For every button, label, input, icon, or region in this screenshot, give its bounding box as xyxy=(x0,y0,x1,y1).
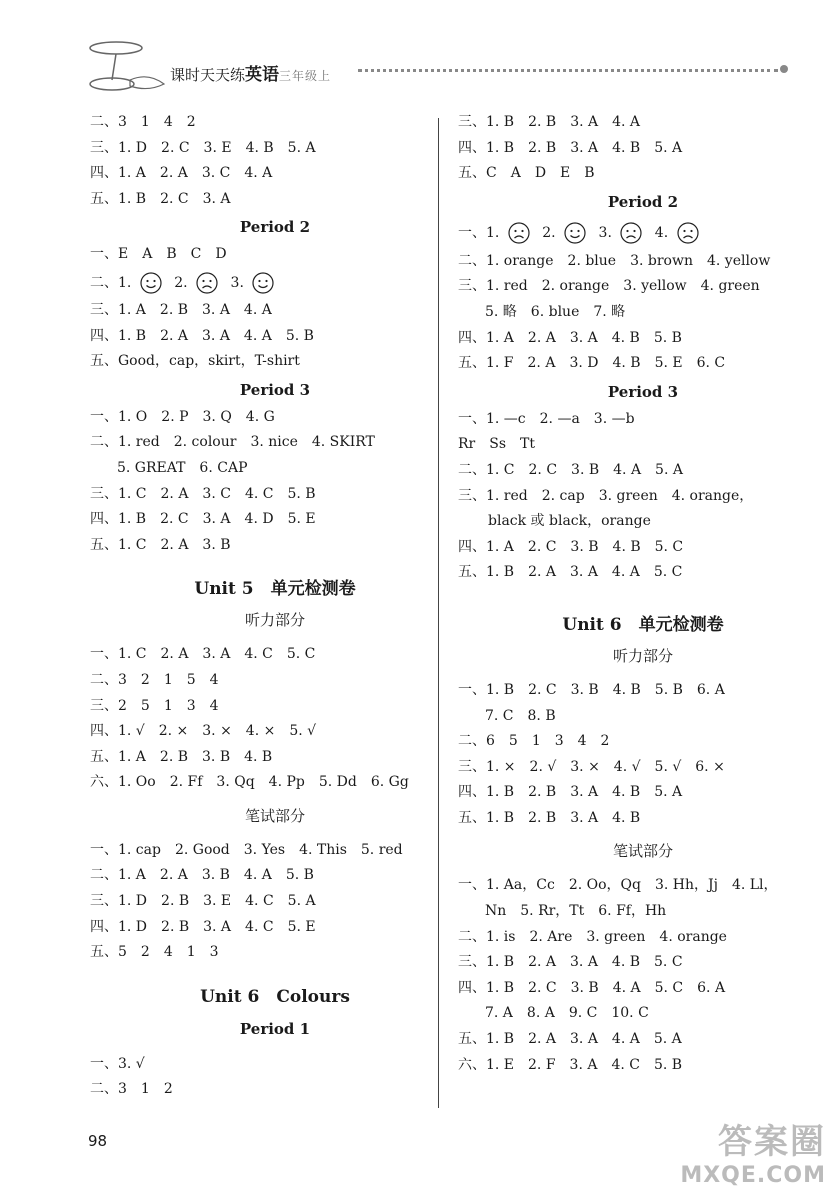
answer-line: 5. GREAT 6. CAP xyxy=(117,459,248,476)
answer-line: 二、1. red 2. colour 3. nice 4. SKIRT xyxy=(90,434,375,451)
answer-line: black 或 black，orange xyxy=(488,513,651,530)
section-heading: Period 2 xyxy=(607,192,679,211)
watermark xyxy=(680,1114,826,1188)
answer-line: 五、1. B 2. B 3. A 4. B xyxy=(458,809,641,826)
header-title: 课时天天练英语三年级上 xyxy=(170,65,332,85)
answer-line: 二、1. orange 2. blue 3. brown 4. yellow xyxy=(458,252,771,269)
answer-line: 五、1. B 2. A 3. A 4. A 5. A xyxy=(458,1031,682,1048)
answer-line: 三、1. A 2. B 3. A 4. A xyxy=(90,301,272,318)
answer-line: 五、C A D E B xyxy=(458,165,595,182)
answer-line: 四、1. B 2. A 3. A 4. A 5. B xyxy=(90,327,314,344)
watermark-url: MXQE.COM xyxy=(680,1163,826,1188)
right-column xyxy=(458,110,828,1078)
answer-line: 三、1. D 2. C 3. E 4. B 5. A xyxy=(90,139,316,156)
section-heading: Period 1 xyxy=(239,1019,311,1038)
answer-line: 二、1. C 2. C 3. B 4. A 5. A xyxy=(458,461,683,478)
unit-heading: Unit 5 单元检测卷 xyxy=(194,579,356,600)
answer-line: 四、1. B 2. B 3. A 4. B 5. A xyxy=(458,784,683,801)
answer-number: 二、1. xyxy=(90,274,132,291)
left-column xyxy=(90,110,460,1103)
answer-line: 四、1. A 2. A 3. C 4. A xyxy=(90,165,273,182)
smiling-face-icon xyxy=(140,272,162,294)
answer-line: 四、1. B 2. C 3. A 4. D 5. E xyxy=(90,511,316,528)
answer-line: 五、Good，cap，skirt，T-shirt xyxy=(90,353,300,370)
page-number: 98 xyxy=(88,1132,108,1150)
answer-line: 六、1. Oo 2. Ff 3. Qq 4. Pp 5. Dd 6. Gg xyxy=(90,774,409,791)
answer-line: 一、1. Aa，Cc 2. Oo，Qq 3. Hh，Jj 4. Ll， xyxy=(458,877,778,894)
answer-number: 2. xyxy=(174,274,188,291)
answer-line: 三、1. red 2. orange 3. yellow 4. green xyxy=(458,278,760,295)
answer-line: 二、1. A 2. A 3. B 4. A 5. B xyxy=(90,867,314,884)
answer-line: 一、1. O 2. P 3. Q 4. G xyxy=(90,408,275,425)
answer-line: 五、1. C 2. A 3. B xyxy=(90,536,231,553)
answer-line: 二、3 1 2 xyxy=(90,1081,173,1098)
answer-line: 一、1. —c 2. —a 3. —b xyxy=(458,410,635,427)
sad-face-icon xyxy=(620,222,642,244)
answer-line: 二、1. is 2. Are 3. green 4. orange xyxy=(458,928,727,945)
answer-line: 一、1. B 2. C 3. B 4. B 5. B 6. A xyxy=(458,681,725,698)
answer-line: 5. 略 6. blue 7. 略 xyxy=(485,303,626,320)
face-answer-line xyxy=(458,217,828,249)
answer-line: 四、1. A 2. A 3. A 4. B 5. B xyxy=(458,329,682,346)
answer-line: 四、1. B 2. C 3. B 4. A 5. C 6. A xyxy=(458,979,726,996)
answer-line: 一、1. cap 2. Good 3. Yes 4. This 5. red xyxy=(90,841,403,858)
watermark-text: 答案圈 xyxy=(718,1122,826,1162)
sad-face-icon xyxy=(677,222,699,244)
answer-line: 三、1. C 2. A 3. C 4. C 5. B xyxy=(90,485,316,502)
answer-line: 三、1. B 2. A 3. A 4. B 5. C xyxy=(458,954,683,971)
unit-heading: Unit 6 单元检测卷 xyxy=(562,614,724,635)
answer-line: 五、1. A 2. B 3. B 4. B xyxy=(90,748,273,765)
answer-number: 4. xyxy=(654,224,669,241)
header-rule-end-dot xyxy=(780,65,788,73)
desk-lamp-logo-icon xyxy=(78,36,168,96)
sad-face-icon xyxy=(196,272,218,294)
header-dotted-rule xyxy=(358,69,778,72)
answer-line: 二、3 1 4 2 xyxy=(90,114,196,130)
answer-number: 3. xyxy=(230,274,244,291)
page-header xyxy=(78,36,798,106)
answer-line: 二、6 5 1 3 4 2 xyxy=(458,733,610,750)
answer-line: 六、1. E 2. F 3. A 4. C 5. B xyxy=(458,1056,683,1073)
answer-line: 一、E A B C D xyxy=(90,246,227,263)
smiling-face-icon xyxy=(564,222,586,244)
answer-line: 二、3 2 1 5 4 xyxy=(90,671,219,688)
subsection-heading: 听力部分 xyxy=(612,646,673,665)
sad-face-icon xyxy=(508,222,530,244)
section-heading: Period 3 xyxy=(607,382,679,401)
subsection-heading: 笔试部分 xyxy=(612,842,673,861)
answer-line: Rr Ss Tt xyxy=(458,436,535,453)
answer-line: 三、1. red 2. cap 3. green 4. orange， xyxy=(458,487,754,504)
answer-line: 一、3. √ xyxy=(90,1055,145,1072)
smiling-face-icon xyxy=(252,272,274,294)
face-answer-line xyxy=(90,268,460,298)
answer-line: 三、2 5 1 3 4 xyxy=(90,697,219,714)
answer-line: 三、1. D 2. B 3. E 4. C 5. A xyxy=(90,893,316,910)
section-heading: Period 3 xyxy=(239,380,311,399)
answer-line: 四、1. A 2. C 3. B 4. B 5. C xyxy=(458,538,684,555)
answer-line: 四、1. D 2. B 3. A 4. C 5. E xyxy=(90,918,316,935)
answer-line: 五、1. B 2. A 3. A 4. A 5. C xyxy=(458,564,683,581)
answer-line: 五、1. F 2. A 3. D 4. B 5. E 6. C xyxy=(458,355,726,372)
answer-line: 7. A 8. A 9. C 10. C xyxy=(485,1005,649,1022)
answer-line: 三、1. × 2. √ 3. × 4. √ 5. √ 6. × xyxy=(458,758,725,775)
answer-line: 三、1. B 2. B 3. A 4. A xyxy=(458,114,641,130)
answer-number: 一、1. xyxy=(458,224,500,241)
answer-number: 2. xyxy=(542,224,556,241)
subsection-heading: 听力部分 xyxy=(244,611,305,630)
unit-heading: Unit 6 Colours xyxy=(200,986,350,1007)
answer-line: 一、1. C 2. A 3. A 4. C 5. C xyxy=(90,646,316,663)
subsection-heading: 笔试部分 xyxy=(244,806,305,825)
answer-number: 3. xyxy=(598,224,612,241)
answer-line: 四、1. √ 2. × 3. × 4. × 5. √ xyxy=(90,723,317,740)
answer-line: 四、1. B 2. B 3. A 4. B 5. A xyxy=(458,139,683,156)
answer-line: 五、5 2 4 1 3 xyxy=(90,944,219,961)
answer-line: 五、1. B 2. C 3. A xyxy=(90,190,231,207)
answer-line: 7. C 8. B xyxy=(485,707,556,724)
answer-line: Nn 5. Rr，Tt 6. Ff，Hh xyxy=(485,903,667,920)
section-heading: Period 2 xyxy=(239,218,311,237)
